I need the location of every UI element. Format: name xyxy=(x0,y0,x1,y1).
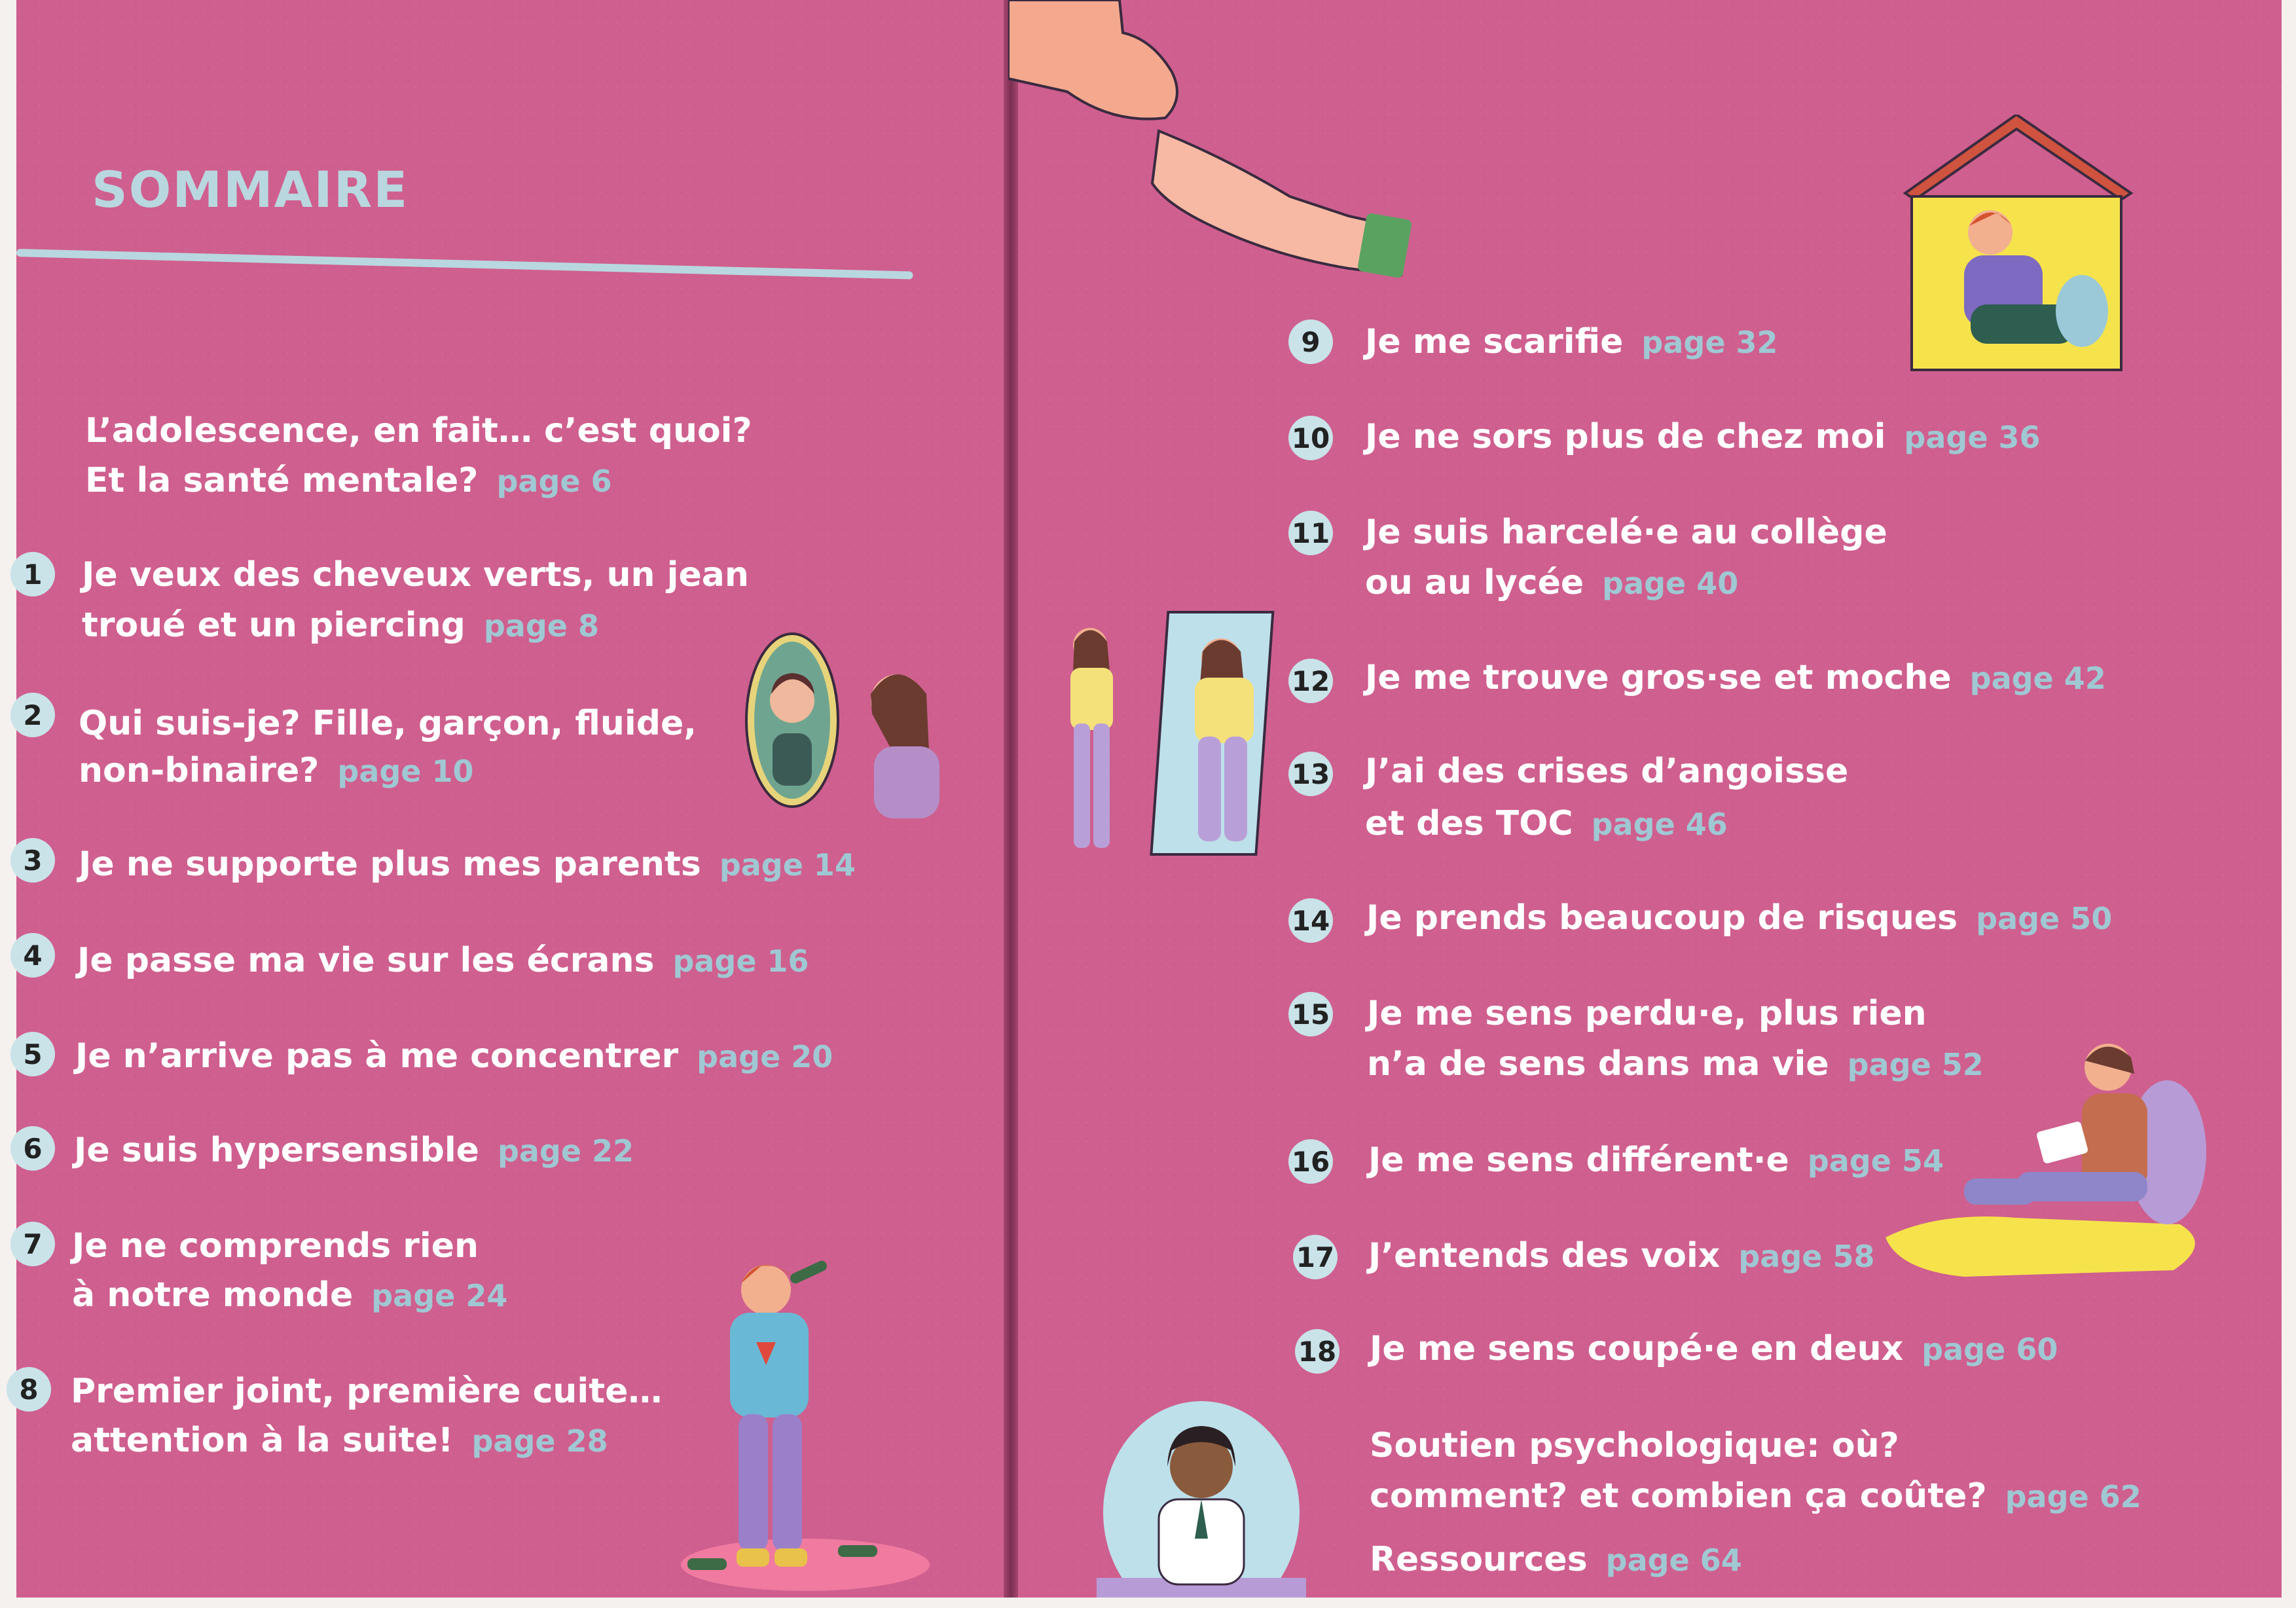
toc-entry-line1: J’entends des voix page 58 xyxy=(1368,1236,1875,1275)
toc-intro-line2: Et la santé mentale? page 6 xyxy=(85,461,612,500)
chapter-number-badge: 17 xyxy=(1293,1235,1338,1279)
toc-soutien-page: page 62 xyxy=(2005,1479,2141,1514)
chapter-number-badge: 13 xyxy=(1288,752,1333,796)
toc-entry-page: page 50 xyxy=(1976,901,2113,936)
chapter-number-badge: 8 xyxy=(7,1367,51,1412)
toc-entry-line1: Je suis hypersensible page 22 xyxy=(74,1131,634,1170)
toc-entry-page: page 54 xyxy=(1807,1143,1944,1179)
chapter-number-badge: 15 xyxy=(1288,992,1333,1036)
toc-entry-line1: Je me sens perdu·e, plus rien xyxy=(1367,994,1927,1033)
house-girl-illustration xyxy=(1892,115,2147,376)
toc-entry-line1: Je n’arrive pas à me concentrer page 20 xyxy=(75,1036,833,1076)
toc-ressources-page: page 64 xyxy=(1605,1543,1742,1578)
chapter-number-badge: 12 xyxy=(1288,659,1333,703)
toc-entry-line1: Je me scarifie page 32 xyxy=(1365,322,1778,361)
toc-entry-page: page 58 xyxy=(1738,1239,1875,1274)
toc-entry-line1: Je ne supporte plus mes parents page 14 xyxy=(79,845,856,884)
chapter-number-badge: 14 xyxy=(1288,898,1333,943)
mirror-portrait-illustration xyxy=(727,602,962,838)
toc-entry-line2: non-binaire? page 10 xyxy=(79,751,474,790)
toc-entry-line1: Je me sens coupé·e en deux page 60 xyxy=(1370,1329,2058,1368)
toc-entry-page: page 52 xyxy=(1847,1047,1984,1082)
toc-entry-line2: attention à la suite! page 28 xyxy=(71,1421,608,1460)
toc-entry-line1: Je prends beaucoup de risques page 50 xyxy=(1366,898,2113,938)
chapter-number-badge: 16 xyxy=(1288,1139,1333,1184)
chapter-number-badge: 11 xyxy=(1288,511,1333,555)
toc-entry-page: page 16 xyxy=(672,943,809,979)
chapter-number-badge: 7 xyxy=(10,1222,55,1266)
chapter-number-badge: 10 xyxy=(1288,416,1333,460)
toc-entry-line1: Je ne comprends rien xyxy=(72,1226,479,1266)
toc-entry-line2: ou au lycée page 40 xyxy=(1365,563,1739,602)
toc-entry-page: page 36 xyxy=(1904,420,2041,455)
toc-entry-page: page 10 xyxy=(337,754,474,789)
chapter-number-badge: 1 xyxy=(10,552,55,596)
toc-entry-line1: Je veux des cheveux verts, un jean xyxy=(82,555,749,594)
reading-teen-illustration xyxy=(1886,1021,2213,1296)
toc-entry-line1: J’ai des crises d’angoisse xyxy=(1365,752,1849,791)
toc-entry-line2: et des TOC page 46 xyxy=(1365,804,1728,843)
toc-entry-line1: Je me sens différent·e page 54 xyxy=(1368,1141,1944,1180)
toc-entry-page: page 32 xyxy=(1641,325,1778,360)
toc-entry-line2: troué et un piercing page 8 xyxy=(82,606,599,645)
chapter-number-badge: 4 xyxy=(10,933,55,978)
chapter-number-badge: 9 xyxy=(1288,320,1333,364)
chapter-number-badge: 6 xyxy=(10,1126,55,1171)
toc-intro-line1: L’adolescence, en fait… c’est quoi? xyxy=(85,411,752,450)
toc-soutien-line1: Soutien psychologique: où? xyxy=(1370,1426,1899,1465)
mirror-body-illustration xyxy=(1051,606,1286,861)
toc-entry-page: page 8 xyxy=(483,608,599,644)
toc-entry-page: page 40 xyxy=(1602,566,1739,601)
handshake-illustration xyxy=(1008,0,1414,288)
toc-entry-page: page 28 xyxy=(471,1423,608,1459)
drinking-teen-illustration xyxy=(589,1251,930,1604)
toc-entry-line1: Premier joint, première cuite… xyxy=(71,1372,663,1411)
toc-entry-line2: à notre monde page 24 xyxy=(72,1275,508,1315)
toc-entry-line1: Je passe ma vie sur les écrans page 16 xyxy=(77,941,809,980)
toc-entry-line1: Qui suis-je? Fille, garçon, fluide, xyxy=(79,704,697,743)
toc-entry-page: page 20 xyxy=(697,1039,833,1074)
chapter-number-badge: 18 xyxy=(1295,1329,1339,1374)
chapter-number-badge: 5 xyxy=(10,1032,55,1076)
toc-entry-page: page 42 xyxy=(1969,661,2106,696)
page-title: SOMMAIRE xyxy=(92,160,409,219)
chapter-number-badge: 3 xyxy=(10,838,55,883)
toc-entry-page: page 60 xyxy=(1922,1332,2058,1367)
toc-soutien-line2: comment? et combien ça coûte? page 62 xyxy=(1370,1476,2141,1516)
toc-ressources-line: Ressources page 64 xyxy=(1370,1540,1742,1579)
chapter-number-badge: 2 xyxy=(10,693,55,737)
toc-entry-line1: Je ne sors plus de chez moi page 36 xyxy=(1365,417,2041,456)
psychologist-illustration xyxy=(1097,1388,1306,1598)
toc-entry-page: page 24 xyxy=(371,1278,508,1313)
toc-entry-line2: n’a de sens dans ma vie page 52 xyxy=(1367,1044,1984,1084)
toc-entry-page: page 22 xyxy=(497,1133,634,1169)
toc-entry-line1: Je suis harcelé·e au collège xyxy=(1365,513,1887,552)
toc-intro-page: page 6 xyxy=(496,464,612,499)
toc-entry-page: page 14 xyxy=(719,847,856,883)
toc-entry-line1: Je me trouve gros·se et moche page 42 xyxy=(1365,658,2106,697)
toc-entry-page: page 46 xyxy=(1591,807,1728,842)
